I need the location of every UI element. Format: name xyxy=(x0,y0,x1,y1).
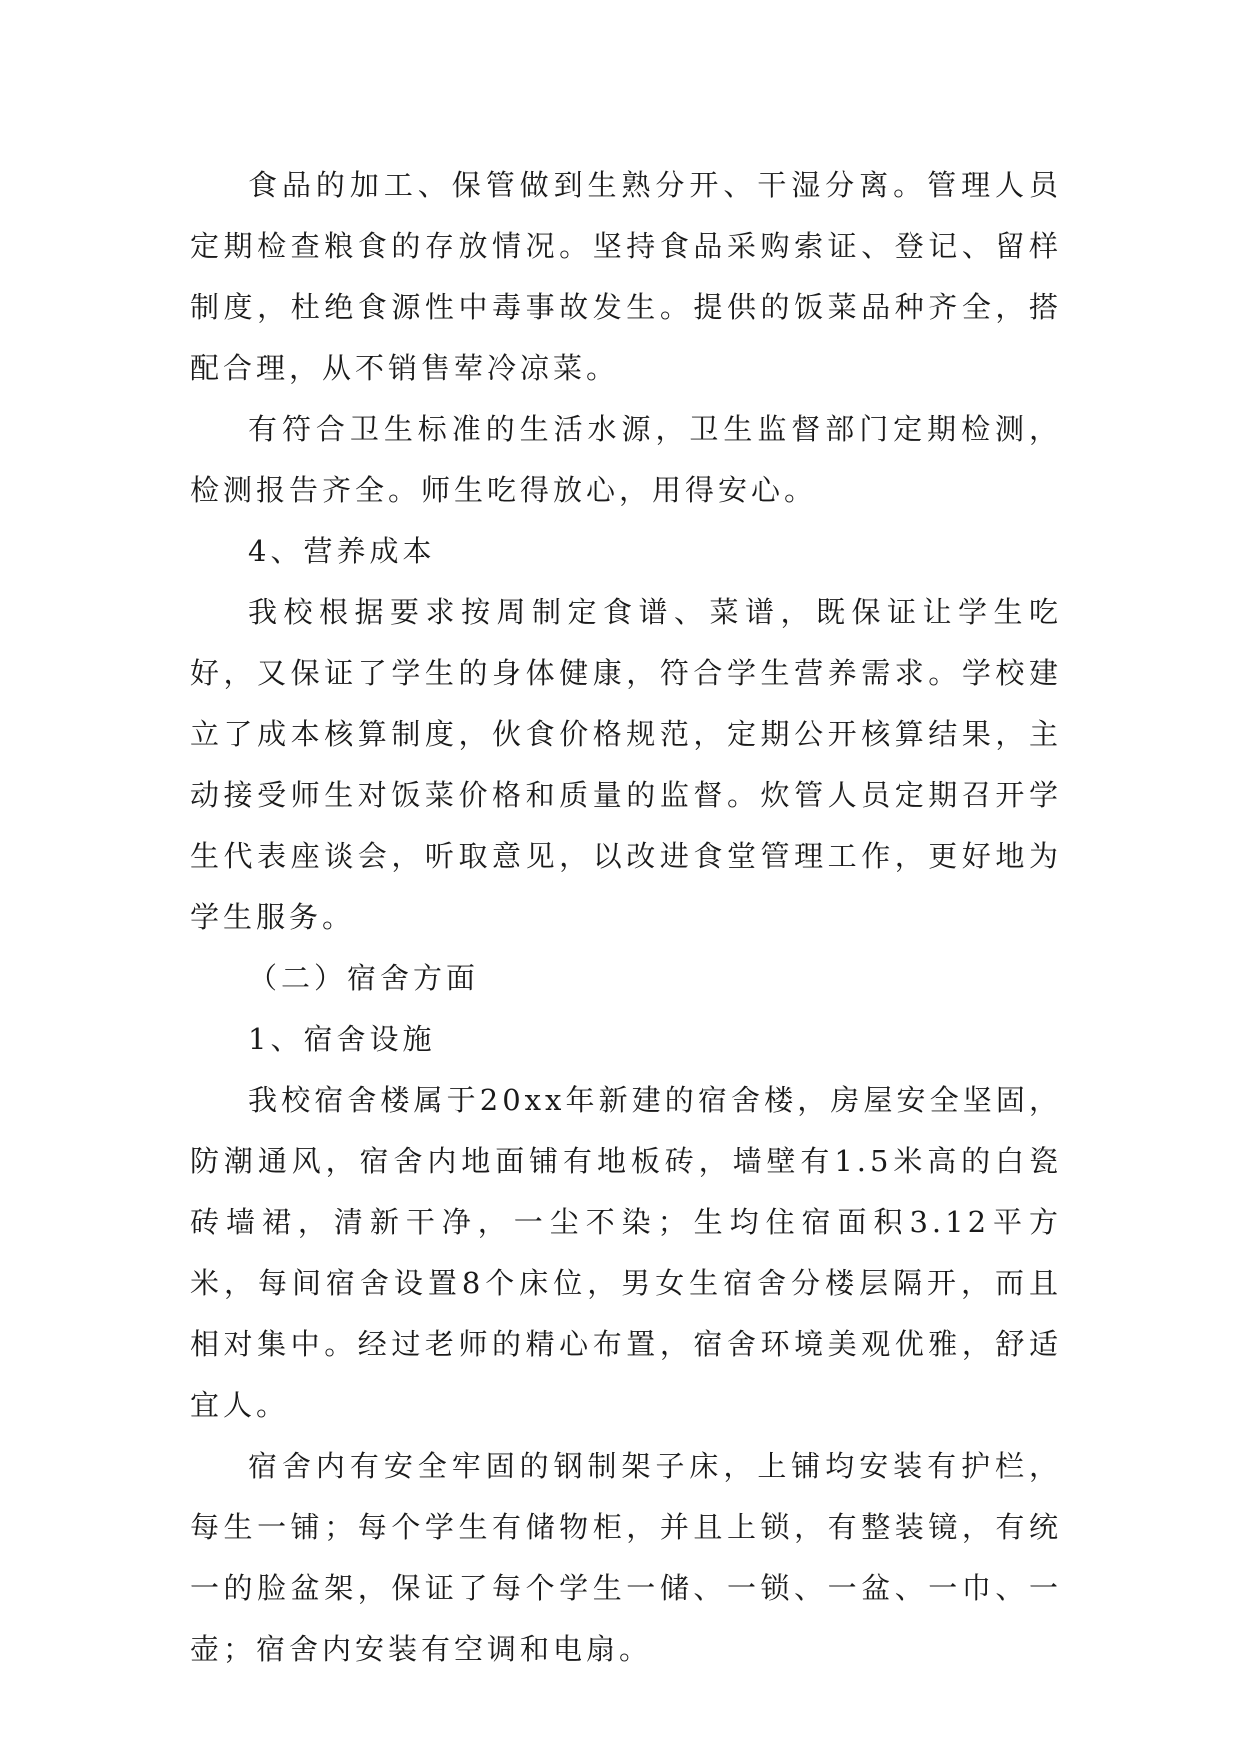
document-body xyxy=(190,155,1062,1680)
heading-nutrition-cost: 4、营养成本 xyxy=(248,534,436,568)
paragraph-dormitory-furniture: 宿舍内有安全牢固的钢制架子床，上铺均安装有护栏，每生一铺；每个学生有储物柜，并且上锁，有整装镜，有统一的脸盆架，保证了每个学生一储、一锁、一盆、一巾、一壶；宿舍内安装有空调和电扇。 xyxy=(190,1449,1062,1666)
paragraph-dormitory-building: 我校宿舍楼属于20xx年新建的宿舍楼，房屋安全坚固，防潮通风，宿舍内地面铺有地板砖，墙壁有1.5米高的白瓷砖墙裙，清新干净，一尘不染；生均住宿面积3.12平方米，每间宿舍设置8个床位，男女生宿舍分楼层隔开，而且相对集中。经过老师的精心布置，宿舍环境美观优雅，舒适宜人。 xyxy=(190,1083,1062,1422)
heading-dormitory-facilities: 1、宿舍设施 xyxy=(248,1022,436,1056)
paragraph-food-processing: 食品的加工、保管做到生熟分开、干湿分离。管理人员定期检查粮食的存放情况。坚持食品采购索证、登记、留样制度，杜绝食源性中毒事故发生。提供的饭菜品种齐全，搭配合理，从不销售荤冷凉菜。 xyxy=(190,168,1062,385)
paragraph-nutrition-cost: 我校根据要求按周制定食谱、菜谱，既保证让学生吃好，又保证了学生的身体健康，符合学生营养需求。学校建立了成本核算制度，伙食价格规范，定期公开核算结果，主动接受师生对饭菜价格和质量的监督。炊管人员定期召开学生代表座谈会，听取意见，以改进食堂管理工作，更好地为学生服务。 xyxy=(190,595,1062,934)
paragraph-water-source: 有符合卫生标准的生活水源，卫生监督部门定期检测，检测报告齐全。师生吃得放心，用得安心。 xyxy=(190,412,1062,507)
heading-dormitory: （二）宿舍方面 xyxy=(248,961,480,995)
